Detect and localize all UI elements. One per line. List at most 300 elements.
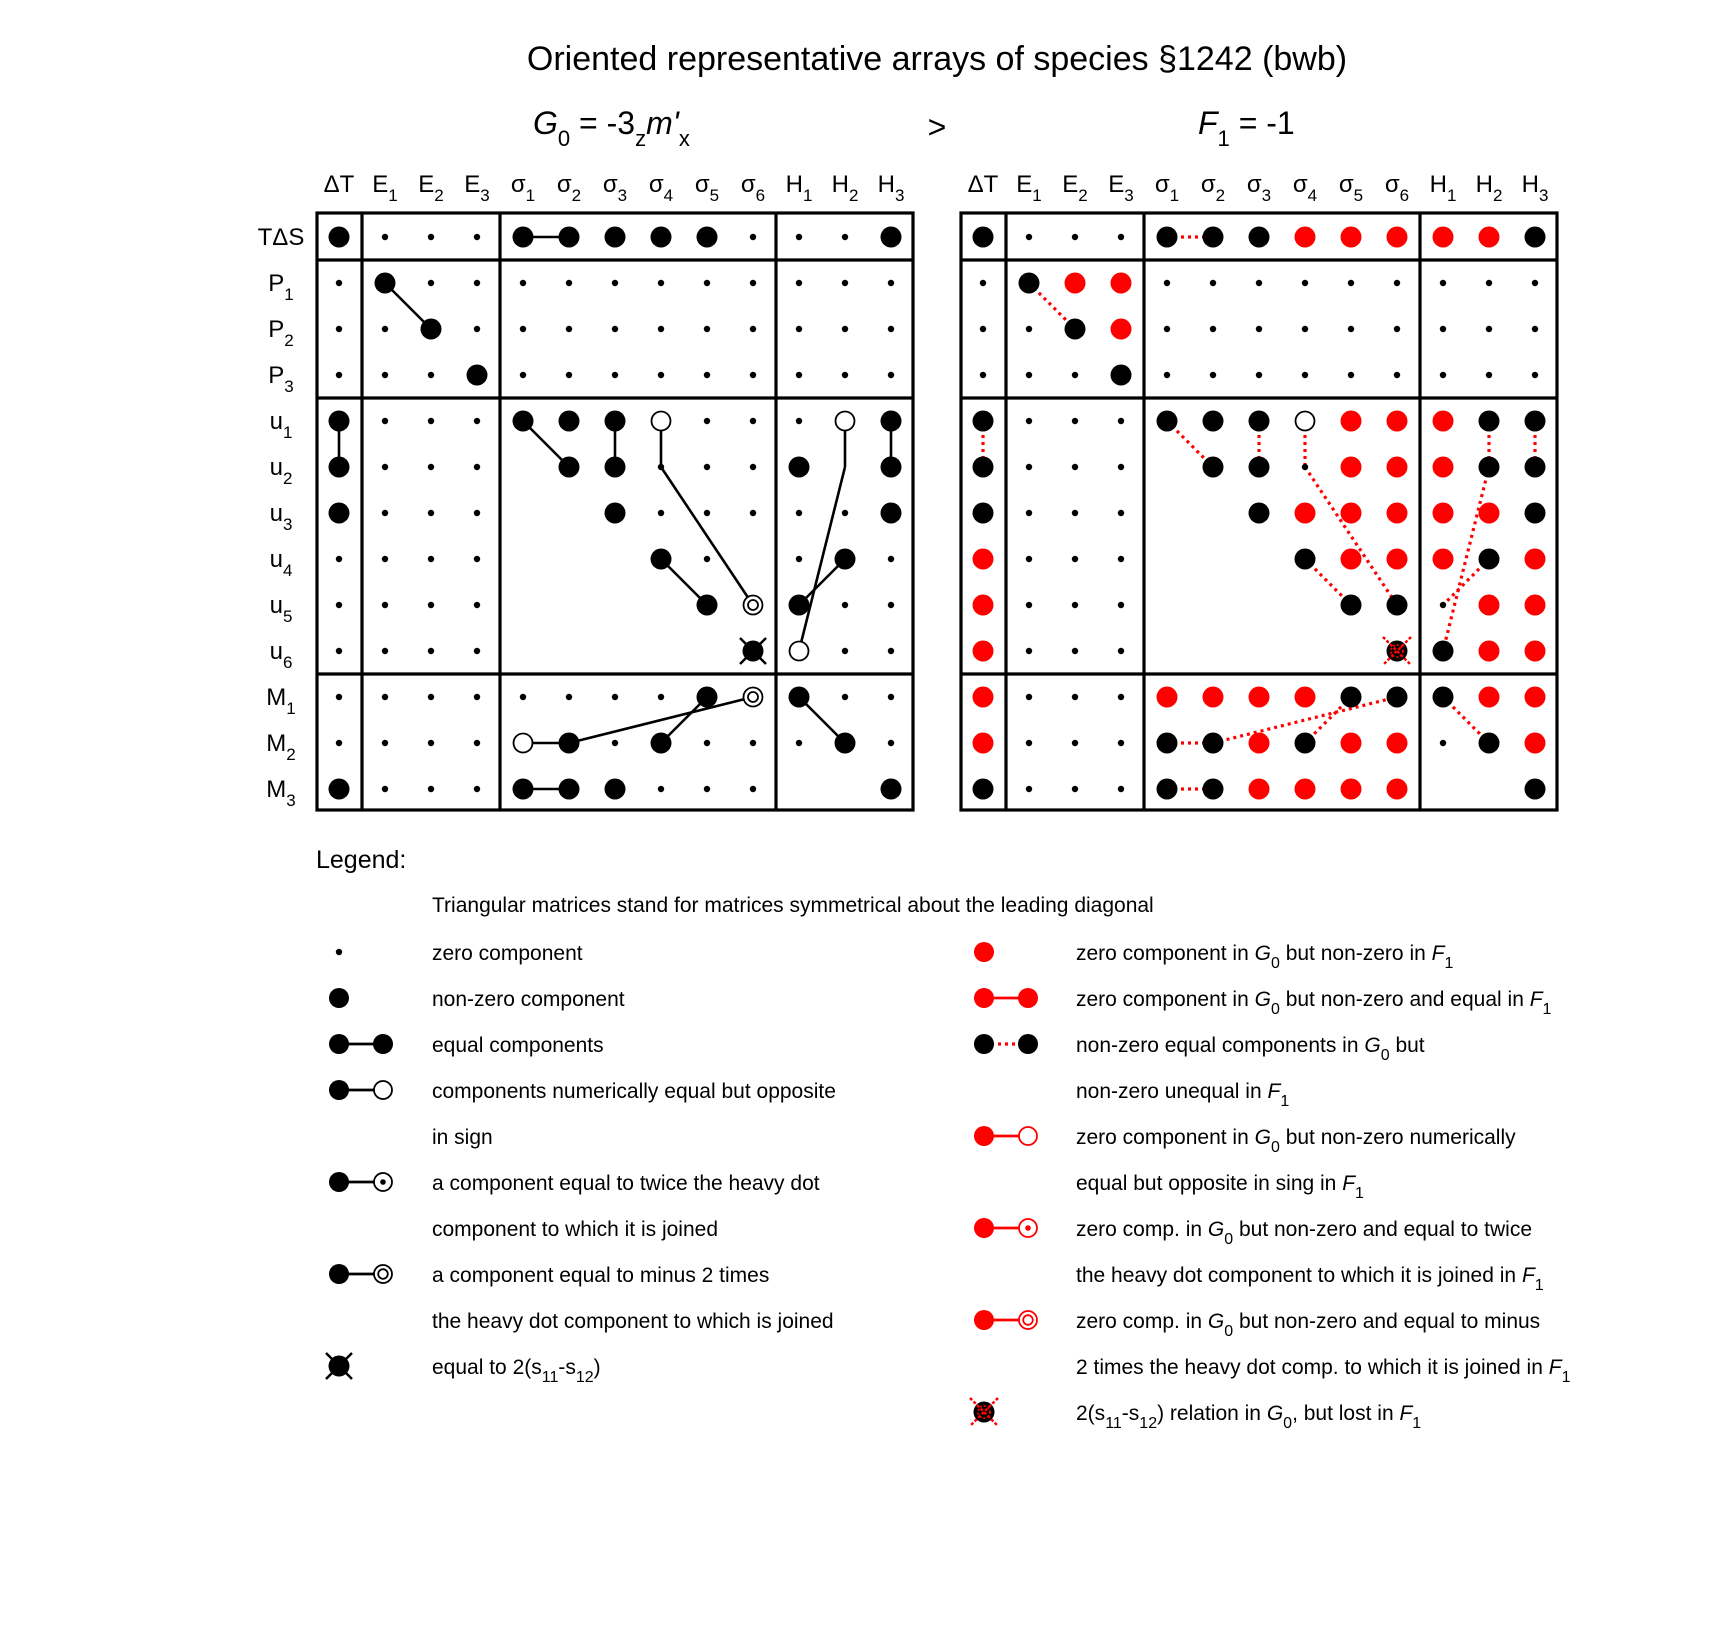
left-cell	[888, 556, 894, 562]
left-col-label-subscript: 6	[755, 186, 766, 205]
right-cell	[1302, 372, 1308, 378]
nonzero-dot	[513, 779, 534, 800]
legend-symbol-minus2	[329, 1264, 392, 1284]
zero-dot	[1486, 326, 1492, 332]
nonzero-dot	[651, 549, 672, 570]
right-cell	[973, 549, 994, 570]
zero-dot	[1072, 510, 1078, 516]
nonzero-dot	[605, 227, 626, 248]
zero-dot	[842, 372, 848, 378]
right-cell	[1295, 687, 1316, 708]
left-cell	[428, 648, 434, 654]
right-col-label-base: H	[1521, 171, 1539, 198]
left-cell	[605, 457, 626, 478]
right-cell	[1479, 549, 1500, 570]
left-cell	[605, 503, 626, 524]
left-col-label-base: σ	[648, 171, 664, 198]
left-cell	[336, 556, 342, 562]
open-circle	[790, 642, 809, 661]
left-cell	[658, 372, 664, 378]
row-label-subscript: 3	[282, 515, 293, 534]
left-col-label-subscript: 3	[617, 186, 628, 205]
left-col-label-subscript: 1	[802, 186, 813, 205]
right-cell	[1249, 457, 1270, 478]
left-cell	[651, 549, 672, 570]
right-cell	[1440, 602, 1446, 608]
legend-item-text	[432, 1126, 493, 1149]
legend-item-text	[1076, 1126, 1516, 1156]
red-dot	[973, 595, 994, 616]
right-cell	[1348, 326, 1354, 332]
red-dot	[1525, 641, 1546, 662]
left-cell	[750, 326, 756, 332]
zero-dot	[474, 234, 480, 240]
zero-dot	[1118, 464, 1124, 470]
red-dot	[1525, 733, 1546, 754]
left-cell	[842, 602, 848, 608]
nonzero-dot	[1479, 549, 1500, 570]
right-col-label	[1062, 171, 1087, 205]
right-col-label	[1201, 171, 1225, 205]
right-cell	[1295, 227, 1316, 248]
right-col-label-base: E	[1108, 171, 1125, 198]
nonzero-dot	[1341, 595, 1362, 616]
left-cell	[658, 326, 664, 332]
right-cell	[980, 280, 986, 286]
nonzero-dot	[1479, 411, 1500, 432]
right-cell	[1210, 280, 1216, 286]
m-symbol: m'	[646, 105, 679, 141]
legend-symbol-dot	[1018, 1034, 1038, 1054]
red-dot	[1433, 503, 1454, 524]
legend-item	[974, 1310, 1571, 1386]
left-cell	[842, 234, 848, 240]
left-cell	[704, 786, 710, 792]
right-col-label-subscript: 1	[1169, 186, 1180, 205]
right-cell	[1525, 549, 1546, 570]
zero-dot	[1072, 234, 1078, 240]
left-cell	[382, 464, 388, 470]
zero-dot	[1302, 464, 1308, 470]
nonzero-dot	[881, 411, 902, 432]
nonzero-dot	[1387, 687, 1408, 708]
legend-symbol-red-minus2	[974, 1310, 1037, 1330]
zero-dot	[612, 326, 618, 332]
right-cell	[1065, 319, 1086, 340]
legend-text-segment: equal components	[432, 1034, 604, 1057]
right-col-label	[1430, 171, 1457, 205]
legend-text-segment: F	[1342, 1172, 1356, 1195]
legend-item	[326, 1353, 601, 1386]
zero-dot	[1486, 372, 1492, 378]
right-cell	[973, 687, 994, 708]
right-cell	[1203, 687, 1224, 708]
right-cell	[1164, 326, 1170, 332]
row-label-base: P	[268, 316, 285, 343]
row-label	[268, 362, 293, 396]
right-cell	[1295, 779, 1316, 800]
zero-dot	[474, 786, 480, 792]
right-cell	[1479, 227, 1500, 248]
red-dot	[1525, 595, 1546, 616]
red-dot	[973, 549, 994, 570]
zero-dot	[1072, 464, 1078, 470]
zero-dot	[474, 648, 480, 654]
legend-item-text	[1076, 1080, 1289, 1110]
left-cell	[382, 694, 388, 700]
right-cell	[1479, 641, 1500, 662]
right-col-label	[1476, 171, 1503, 205]
legend-text-segment: F	[1267, 1080, 1281, 1103]
zero-dot	[796, 326, 802, 332]
legend-item-text	[432, 1172, 820, 1195]
nonzero-dot	[1157, 779, 1178, 800]
red-dot	[1387, 733, 1408, 754]
right-cell	[1295, 503, 1316, 524]
legend-text-segment: G	[1254, 988, 1271, 1011]
right-cell	[1525, 595, 1546, 616]
red-dot	[1387, 503, 1408, 524]
left-cell	[750, 418, 756, 424]
red-dot	[1479, 641, 1500, 662]
legend-item-text	[432, 942, 583, 965]
zero-dot	[888, 648, 894, 654]
legend-text-segment: but non-zero numerically	[1279, 1126, 1516, 1149]
row-label	[266, 730, 295, 764]
legend-item-text	[432, 1218, 718, 1241]
zero-dot	[704, 464, 710, 470]
nonzero-dot	[329, 411, 350, 432]
zero-dot	[750, 326, 756, 332]
left-cell	[336, 372, 342, 378]
right-col-label-base: E	[1062, 171, 1079, 198]
red-dot	[1479, 687, 1500, 708]
right-col-label-subscript: 2	[1492, 186, 1503, 205]
legend-text-segment: but non-zero and equal in	[1279, 988, 1530, 1011]
row-label-subscript: 5	[282, 607, 293, 626]
nonzero-dot	[789, 595, 810, 616]
zero-dot	[1072, 786, 1078, 792]
right-cell	[1387, 779, 1408, 800]
right-cell	[1440, 280, 1446, 286]
red-dot	[1249, 733, 1270, 754]
left-cell	[428, 418, 434, 424]
right-cell	[1256, 280, 1262, 286]
left-cell	[559, 457, 580, 478]
right-cell	[1532, 372, 1538, 378]
right-cell	[1486, 372, 1492, 378]
legend-item-text	[1076, 1218, 1532, 1248]
row-label-base: u	[269, 546, 283, 573]
zero-dot	[520, 280, 526, 286]
right-col-label	[1385, 171, 1409, 205]
red-dot	[1111, 319, 1132, 340]
left-col-label-base: σ	[740, 171, 756, 198]
left-cell	[382, 740, 388, 746]
legend-item-text	[432, 1034, 604, 1057]
zero-dot	[382, 602, 388, 608]
left-cell	[651, 227, 672, 248]
legend-item	[974, 1126, 1516, 1202]
left-cell	[382, 510, 388, 516]
left-cell	[428, 786, 434, 792]
red-dot	[1479, 595, 1500, 616]
row-label	[270, 500, 293, 534]
right-cell	[973, 457, 994, 478]
right-cell	[1479, 411, 1500, 432]
right-cell	[1387, 227, 1408, 248]
legend-symbol-dot	[336, 949, 342, 955]
right-cell	[1157, 687, 1178, 708]
legend-text-segment: non-zero unequal in	[1076, 1080, 1268, 1103]
legend-item	[974, 1034, 1425, 1110]
right-cell	[1479, 733, 1500, 754]
legend-text-segment: but	[1389, 1034, 1425, 1057]
legend-symbol-center	[1025, 1225, 1031, 1231]
left-cell	[704, 464, 710, 470]
legend-text-segment: G	[1364, 1034, 1381, 1057]
right-cell	[1026, 694, 1032, 700]
left-cell	[881, 457, 902, 478]
zero-dot	[382, 372, 388, 378]
left-col-label	[372, 171, 397, 205]
left-col-label	[464, 171, 489, 205]
right-cell	[1019, 273, 1040, 294]
zero-dot	[1256, 280, 1262, 286]
legend-symbol-dot	[329, 1034, 349, 1054]
right-cell	[1118, 234, 1124, 240]
right-array-panel	[961, 171, 1557, 810]
row-label-base: P	[268, 270, 285, 297]
zero-dot	[382, 510, 388, 516]
right-col-label-subscript: 3	[1261, 186, 1272, 205]
red-dot	[1065, 273, 1086, 294]
zero-dot	[750, 740, 756, 746]
left-cell	[382, 786, 388, 792]
red-dot	[1387, 411, 1408, 432]
right-cell	[1026, 510, 1032, 516]
zero-dot	[1026, 464, 1032, 470]
zero-dot	[750, 418, 756, 424]
zero-dot	[750, 372, 756, 378]
right-cell	[1072, 418, 1078, 424]
left-cell	[750, 464, 756, 470]
left-cell	[888, 602, 894, 608]
left-col-label	[603, 171, 627, 205]
zero-dot	[1118, 418, 1124, 424]
legend-symbol-red-equal	[974, 988, 1038, 1008]
nonzero-dot	[835, 549, 856, 570]
row-label-subscript: 6	[282, 653, 293, 672]
zero-dot	[750, 510, 756, 516]
zero-dot	[1532, 372, 1538, 378]
left-cell	[658, 786, 664, 792]
f-value: = -1	[1229, 105, 1295, 141]
left-cell	[842, 648, 848, 654]
left-cell	[704, 418, 710, 424]
legend-symbol-red-cross	[970, 1398, 998, 1426]
left-cell	[474, 326, 480, 332]
left-col-label-base: σ	[510, 171, 526, 198]
nonzero-dot	[605, 779, 626, 800]
legend-text-segment: component to which it is joined	[432, 1218, 718, 1241]
zero-dot	[1026, 326, 1032, 332]
nonzero-dot	[973, 227, 994, 248]
right-cell	[1525, 733, 1546, 754]
right-cell	[1433, 227, 1454, 248]
legend-symbol-dotted-equal	[974, 1034, 1038, 1054]
right-cell	[1341, 457, 1362, 478]
red-dot	[1433, 227, 1454, 248]
right-cell	[980, 372, 986, 378]
left-cell	[559, 411, 580, 432]
zero-dot	[1026, 234, 1032, 240]
legend-text-segment: -s	[1121, 1402, 1140, 1425]
g-value: = -3	[570, 105, 636, 141]
row-label-base: u	[269, 408, 283, 435]
nonzero-dot	[1525, 227, 1546, 248]
legend-text-segment: -s	[558, 1356, 576, 1379]
legend-subscript: 1	[1280, 1093, 1290, 1110]
left-cell	[428, 234, 434, 240]
legend-item-text	[1076, 942, 1453, 972]
right-cell	[973, 503, 994, 524]
zero-dot	[1348, 326, 1354, 332]
legend-symbol-dot	[329, 1080, 349, 1100]
left-cell	[658, 464, 664, 470]
left-cell	[796, 740, 802, 746]
left-cell	[612, 372, 618, 378]
right-cell	[1203, 411, 1224, 432]
zero-dot	[658, 372, 664, 378]
zero-dot	[888, 556, 894, 562]
right-cell	[1072, 602, 1078, 608]
nonzero-dot	[1479, 457, 1500, 478]
legend-symbol-dot	[329, 988, 349, 1008]
zero-dot	[382, 234, 388, 240]
right-col-label-base: H	[1475, 171, 1493, 198]
right-cell	[1525, 227, 1546, 248]
zero-dot	[382, 418, 388, 424]
left-cell	[428, 694, 434, 700]
figure-title: Oriented representative arrays of species §1242 (bwb)	[526, 40, 1348, 78]
legend-subscript: 0	[1270, 955, 1280, 972]
nonzero-dot	[881, 227, 902, 248]
right-cell	[1026, 602, 1032, 608]
red-dot	[1341, 779, 1362, 800]
legend-subscript: 0	[1283, 1415, 1293, 1432]
zero-dot	[888, 740, 894, 746]
left-cell	[796, 372, 802, 378]
zero-dot	[336, 372, 342, 378]
right-col-label-subscript: 3	[1538, 186, 1549, 205]
right-cell	[1433, 641, 1454, 662]
left-cell	[881, 503, 902, 524]
nonzero-dot	[835, 733, 856, 754]
right-cell	[1383, 637, 1411, 665]
left-array-panel	[258, 171, 913, 810]
left-cell	[796, 418, 802, 424]
right-cell	[1387, 549, 1408, 570]
left-cell	[750, 786, 756, 792]
zero-dot	[612, 280, 618, 286]
zero-dot	[1026, 694, 1032, 700]
legend-text-segment: G	[1254, 942, 1271, 965]
nonzero-dot	[559, 457, 580, 478]
right-col-label-base: σ	[1292, 171, 1308, 198]
right-cell	[1525, 779, 1546, 800]
legend-symbol-inner	[378, 1269, 388, 1279]
left-cell	[750, 510, 756, 516]
left-cell	[566, 694, 572, 700]
left-col-label-base: ΔT	[323, 171, 355, 198]
legend-subscript: 0	[1270, 1001, 1280, 1018]
left-col-label	[649, 171, 673, 205]
legend-note: Triangular matrices stand for matrices symmetrical about the leading diagonal	[432, 894, 1154, 917]
right-cell	[1026, 786, 1032, 792]
left-cell	[474, 694, 480, 700]
right-cell	[1302, 326, 1308, 332]
zero-dot	[1026, 648, 1032, 654]
left-cell	[605, 779, 626, 800]
zero-dot	[428, 418, 434, 424]
left-cell	[474, 740, 480, 746]
nonzero-dot	[651, 227, 672, 248]
zero-dot	[796, 280, 802, 286]
nonzero-dot	[651, 733, 672, 754]
left-col-label-base: H	[877, 171, 895, 198]
zero-dot	[888, 326, 894, 332]
right-cell	[1026, 740, 1032, 746]
legend-item-text	[1076, 1172, 1364, 1202]
row-label-subscript: 2	[282, 469, 293, 488]
left-col-label-base: E	[464, 171, 481, 198]
right-cell	[1479, 503, 1500, 524]
legend-symbol-dot	[974, 1126, 994, 1146]
right-cell	[1486, 280, 1492, 286]
legend-item	[970, 1398, 1421, 1432]
left-cell	[704, 556, 710, 562]
row-label-subscript: 2	[286, 745, 296, 764]
red-dot	[1341, 503, 1362, 524]
right-cell	[1111, 273, 1132, 294]
legend-symbol-open	[374, 1081, 392, 1099]
nonzero-dot	[973, 779, 994, 800]
red-dot	[973, 733, 994, 754]
zero-dot	[1118, 234, 1124, 240]
f-subscript: 1	[1217, 126, 1230, 151]
left-cell	[881, 227, 902, 248]
nonzero-dot	[513, 411, 534, 432]
nonzero-dot	[1019, 273, 1040, 294]
nonzero-dot	[973, 457, 994, 478]
right-col-label-subscript: 1	[1446, 186, 1457, 205]
legend-subscript: 0	[1270, 1139, 1280, 1156]
zero-dot	[1210, 280, 1216, 286]
right-cell	[1111, 319, 1132, 340]
zero-dot	[1072, 648, 1078, 654]
left-col-label	[418, 171, 443, 205]
right-cell	[1525, 641, 1546, 662]
left-cell	[796, 234, 802, 240]
legend-text-segment: but non-zero and equal to minus	[1233, 1310, 1541, 1333]
zero-dot	[474, 418, 480, 424]
legend-item	[329, 1264, 834, 1333]
right-cell	[1026, 326, 1032, 332]
left-cell	[697, 595, 718, 616]
left-col-label-subscript: 4	[663, 186, 674, 205]
row-label-subscript: 4	[282, 561, 293, 580]
